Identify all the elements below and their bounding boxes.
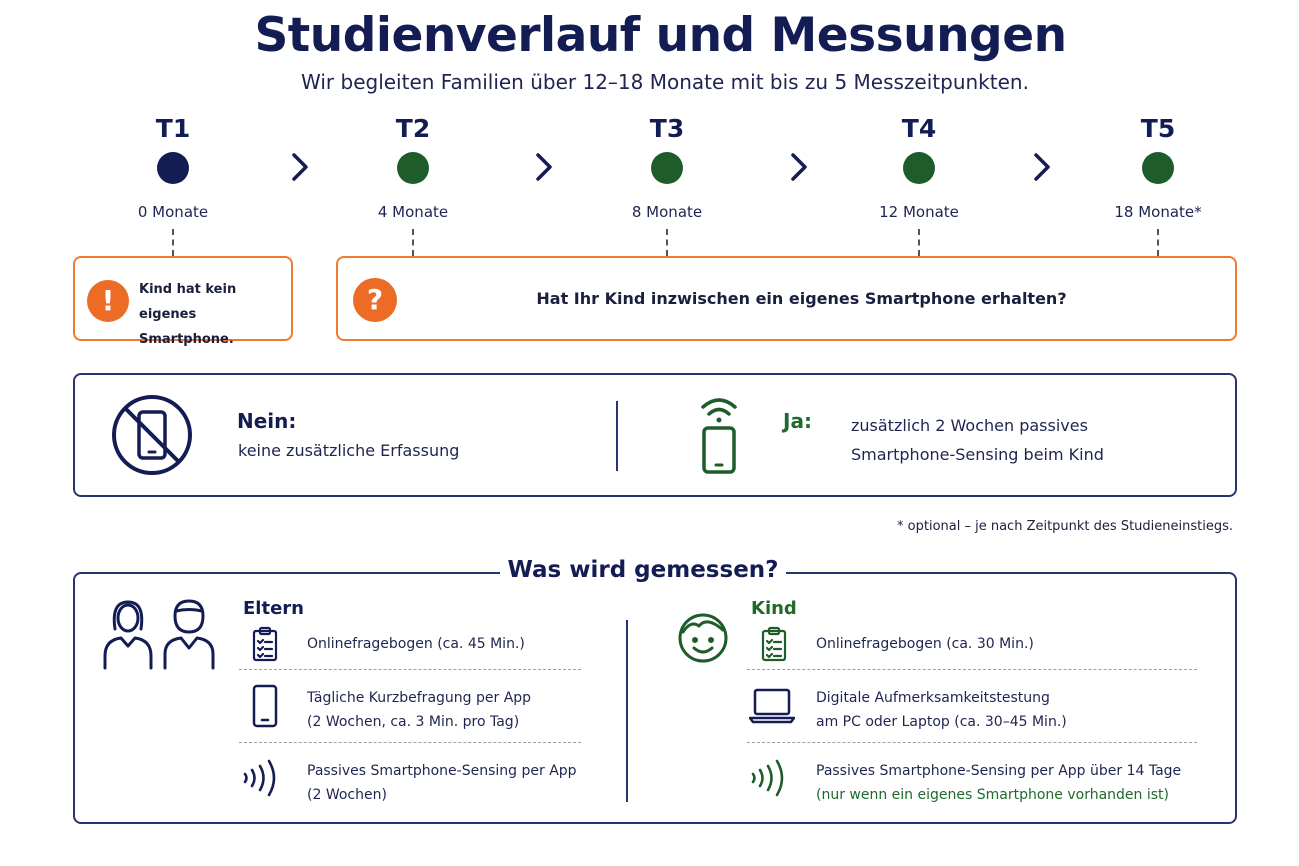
timepoint-label-t2: T2 <box>395 114 431 143</box>
parents-icon <box>101 596 217 670</box>
timepoint-months-t5: 18 Monate* <box>1114 203 1202 221</box>
no-smartphone-icon <box>110 393 194 477</box>
notice-line2: eigenes Smartphone. <box>139 307 234 347</box>
answer-yes-line1: zusätzlich 2 Wochen passives <box>851 416 1088 435</box>
parents-item-1: Onlinefragebogen (ca. 45 Min.) <box>307 636 525 652</box>
timepoint-dot-t5 <box>1142 152 1174 184</box>
measures-box <box>73 572 1237 824</box>
child-title: Kind <box>751 598 797 619</box>
separator <box>239 669 581 670</box>
child-item-3: Passives Smartphone-Sensing per App über 14 Tage (nur wenn ein eigenes Smartphone vorhanden ist) <box>816 763 1182 803</box>
chevron-right-icon <box>289 150 311 184</box>
smartphone-icon <box>252 684 278 728</box>
timepoint-months-t3: 8 Monate <box>631 203 703 221</box>
question-text: Hat Ihr Kind inzwischen ein eigenes Smartphone erhalten? <box>536 289 1067 308</box>
sensing-waves-icon <box>749 758 793 798</box>
separator <box>239 742 581 743</box>
timepoint-label-t1: T1 <box>155 114 191 143</box>
timepoint-label-t5: T5 <box>1140 114 1176 143</box>
sensing-waves-icon <box>241 758 285 798</box>
timepoint-dot-t1 <box>157 152 189 184</box>
notice-box <box>73 256 293 347</box>
clipboard-icon <box>252 626 278 662</box>
page-title: Studienverlauf und Messungen <box>254 8 1067 63</box>
timeline-connector <box>666 229 668 256</box>
smartphone-signal-icon <box>697 395 741 475</box>
exclamation-icon: ! <box>87 280 129 322</box>
divider <box>626 620 628 802</box>
timepoint-dot-t3 <box>651 152 683 184</box>
child-icon <box>677 610 729 664</box>
timeline-connector <box>412 229 414 256</box>
question-mark-icon: ? <box>353 278 397 322</box>
chevron-right-icon <box>788 150 810 184</box>
timeline-connector <box>1157 229 1159 256</box>
parents-title: Eltern <box>243 598 304 619</box>
timepoint-label-t4: T4 <box>901 114 937 143</box>
footnote: * optional – je nach Zeitpunkt des Studieneinstiegs. <box>897 519 1233 534</box>
parents-item-3: Passives Smartphone-Sensing per App (2 Wochen) <box>307 763 577 803</box>
chevron-right-icon <box>1031 150 1053 184</box>
measures-heading: Was wird gemessen? <box>500 557 786 589</box>
clipboard-icon <box>761 626 787 662</box>
page-subtitle: Wir begleiten Familien über 12–18 Monate mit bis zu 5 Messzeitpunkten. <box>301 70 1029 94</box>
question-box <box>336 256 1237 341</box>
chevron-right-icon <box>533 150 555 184</box>
timepoint-months-t4: 12 Monate <box>879 203 959 221</box>
answer-no-label: Nein: <box>237 409 297 433</box>
answer-box <box>73 373 1237 497</box>
timeline-connector <box>172 229 174 256</box>
answer-yes-line2: Smartphone-Sensing beim Kind <box>851 445 1104 464</box>
answer-yes-label: Ja: <box>783 409 812 433</box>
answer-no-text: keine zusätzliche Erfassung <box>238 441 460 460</box>
timeline-connector <box>918 229 920 256</box>
notice-line1: Kind hat kein <box>139 282 237 297</box>
timepoint-dot-t4 <box>903 152 935 184</box>
child-item-2: Digitale Aufmerksamkeitstestung am PC oder Laptop (ca. 30–45 Min.) <box>816 690 1067 730</box>
timepoint-months-t1: 0 Monate <box>137 203 209 221</box>
separator <box>747 742 1197 743</box>
parents-item-2: Tägliche Kurzbefragung per App (2 Wochen, ca. 3 Min. pro Tag) <box>307 690 532 730</box>
laptop-icon <box>749 688 795 724</box>
divider <box>616 401 618 471</box>
timepoint-dot-t2 <box>397 152 429 184</box>
timepoint-months-t2: 4 Monate <box>377 203 449 221</box>
child-item-1: Onlinefragebogen (ca. 30 Min.) <box>816 636 1034 652</box>
timepoint-label-t3: T3 <box>649 114 685 143</box>
separator <box>747 669 1197 670</box>
